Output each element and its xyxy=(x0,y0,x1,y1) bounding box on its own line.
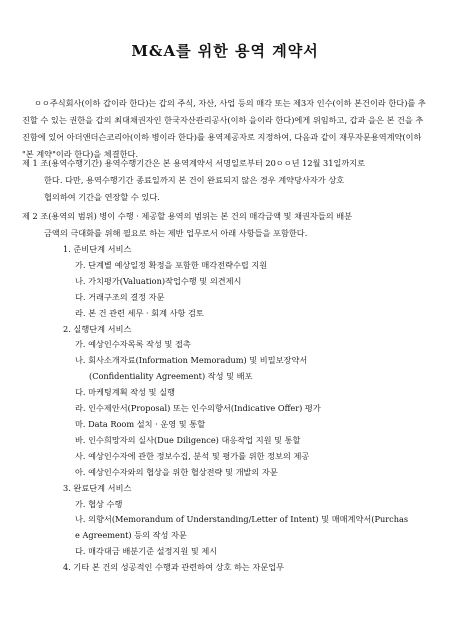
section-heading: 2. 실행단계 서비스 xyxy=(63,323,132,334)
section-heading: 4. 기타 본 건의 성공적인 수행과 관련하여 상호 하는 자문업무 xyxy=(63,562,285,573)
list-item: 라. 인수제안서(Proposal) 또는 인수의향서(Indicative Offer) 평가 xyxy=(75,403,321,414)
list-item: 라. 본 건 관련 세무 · 회계 사항 검토 xyxy=(75,307,204,318)
list-item: 바. 인수희망자의 실사(Due Diligence) 대응작업 지원 및 통할 xyxy=(75,434,301,445)
article-2-line: 금액의 극대화를 위해 필요로 하는 제반 업무로서 아래 사항들을 포함한다. xyxy=(44,228,308,238)
list-item-continuation: (Confidentiality Agreement) 작성 및 배포 xyxy=(89,371,253,382)
article-1-line: 제 1 조(용역수행기간) 용역수행기간은 본 용역계약서 서명일로부터 20ㅇㅇ년 12월 31일까지로 xyxy=(22,158,366,168)
list-item: 아. 예상인수자와의 협상을 위한 협상전략 및 개발의 자문 xyxy=(75,466,278,477)
article-2-line: 제 2 조(용역의 범위) 병이 수행 · 제공할 용역의 범위는 본 건의 매각금액 및 채권자들의 배분 xyxy=(22,211,353,221)
list-item: 다. 거래구조의 결정 자문 xyxy=(75,291,165,302)
section-heading: 1. 준비단계 서비스 xyxy=(63,244,132,254)
section-heading: 3. 완료단계 서비스 xyxy=(63,482,132,493)
list-item: 다. 마케팅계획 작성 및 실행 xyxy=(75,387,176,398)
list-item: 사. 예상인수자에 관한 정보수집, 분석 및 평가를 위한 정보의 제공 xyxy=(75,450,310,461)
list-item: 가. 예상인수자목록 작성 및 접촉 xyxy=(75,339,191,350)
article-1-line: 협의하여 기간을 연장할 수 있다. xyxy=(44,192,160,202)
intro-paragraph: ㅇㅇ주식회사(이하 갑이라 한다)는 갑의 주식, 자산, 사업 등의 매각 또는 제3자 인수(이하 본건이라 한다)를 추진할 수 있는 권한을 갑의 최대채권자인 한국자산관리공사(이하 을이라 한다)에게 위임하고, 갑과 을은 본 건을 추진함에 있어 아더앤더슨코리아(이하 병이라 한다)를 용역제공자로 지정하여, 다음과 같이 재무자문용역계약(이하 "본 계약"이라 한다)을 체결한다. xyxy=(22,98,426,159)
article-1 xyxy=(22,155,432,206)
list-item: 가. 협상 수행 xyxy=(75,498,123,509)
list-item: 나. 가치평가(Valuation)작업수행 및 의견제시 xyxy=(75,275,242,286)
article-1-line: 한다. 다만, 용역수행기간 종료일까지 본 건이 완료되지 않은 경우 계약당사자가 상호 xyxy=(44,175,345,185)
list-item: 다. 매각대금 배분기준 설정지원 및 제시 xyxy=(75,546,218,557)
service-scope-list xyxy=(63,242,433,576)
list-item-continuation: e Agreement) 등의 작성 자문 xyxy=(75,530,187,541)
list-item: 나. 회사소개자료(Information Memoradum) 및 비밀보장약서 xyxy=(75,355,308,366)
document-title: M&A를 위한 용역 계약서 xyxy=(131,42,319,60)
list-item: 나. 의향서(Memorandum of Understanding/Letter of Intent) 및 매매계약서(Purchas xyxy=(75,514,409,525)
list-item: 마. Data Room 설치 · 운영 및 통할 xyxy=(75,418,206,429)
article-2 xyxy=(22,208,432,242)
list-item: 가. 단계별 예상일정 확정을 포함한 매각전략수립 지원 xyxy=(75,259,268,270)
